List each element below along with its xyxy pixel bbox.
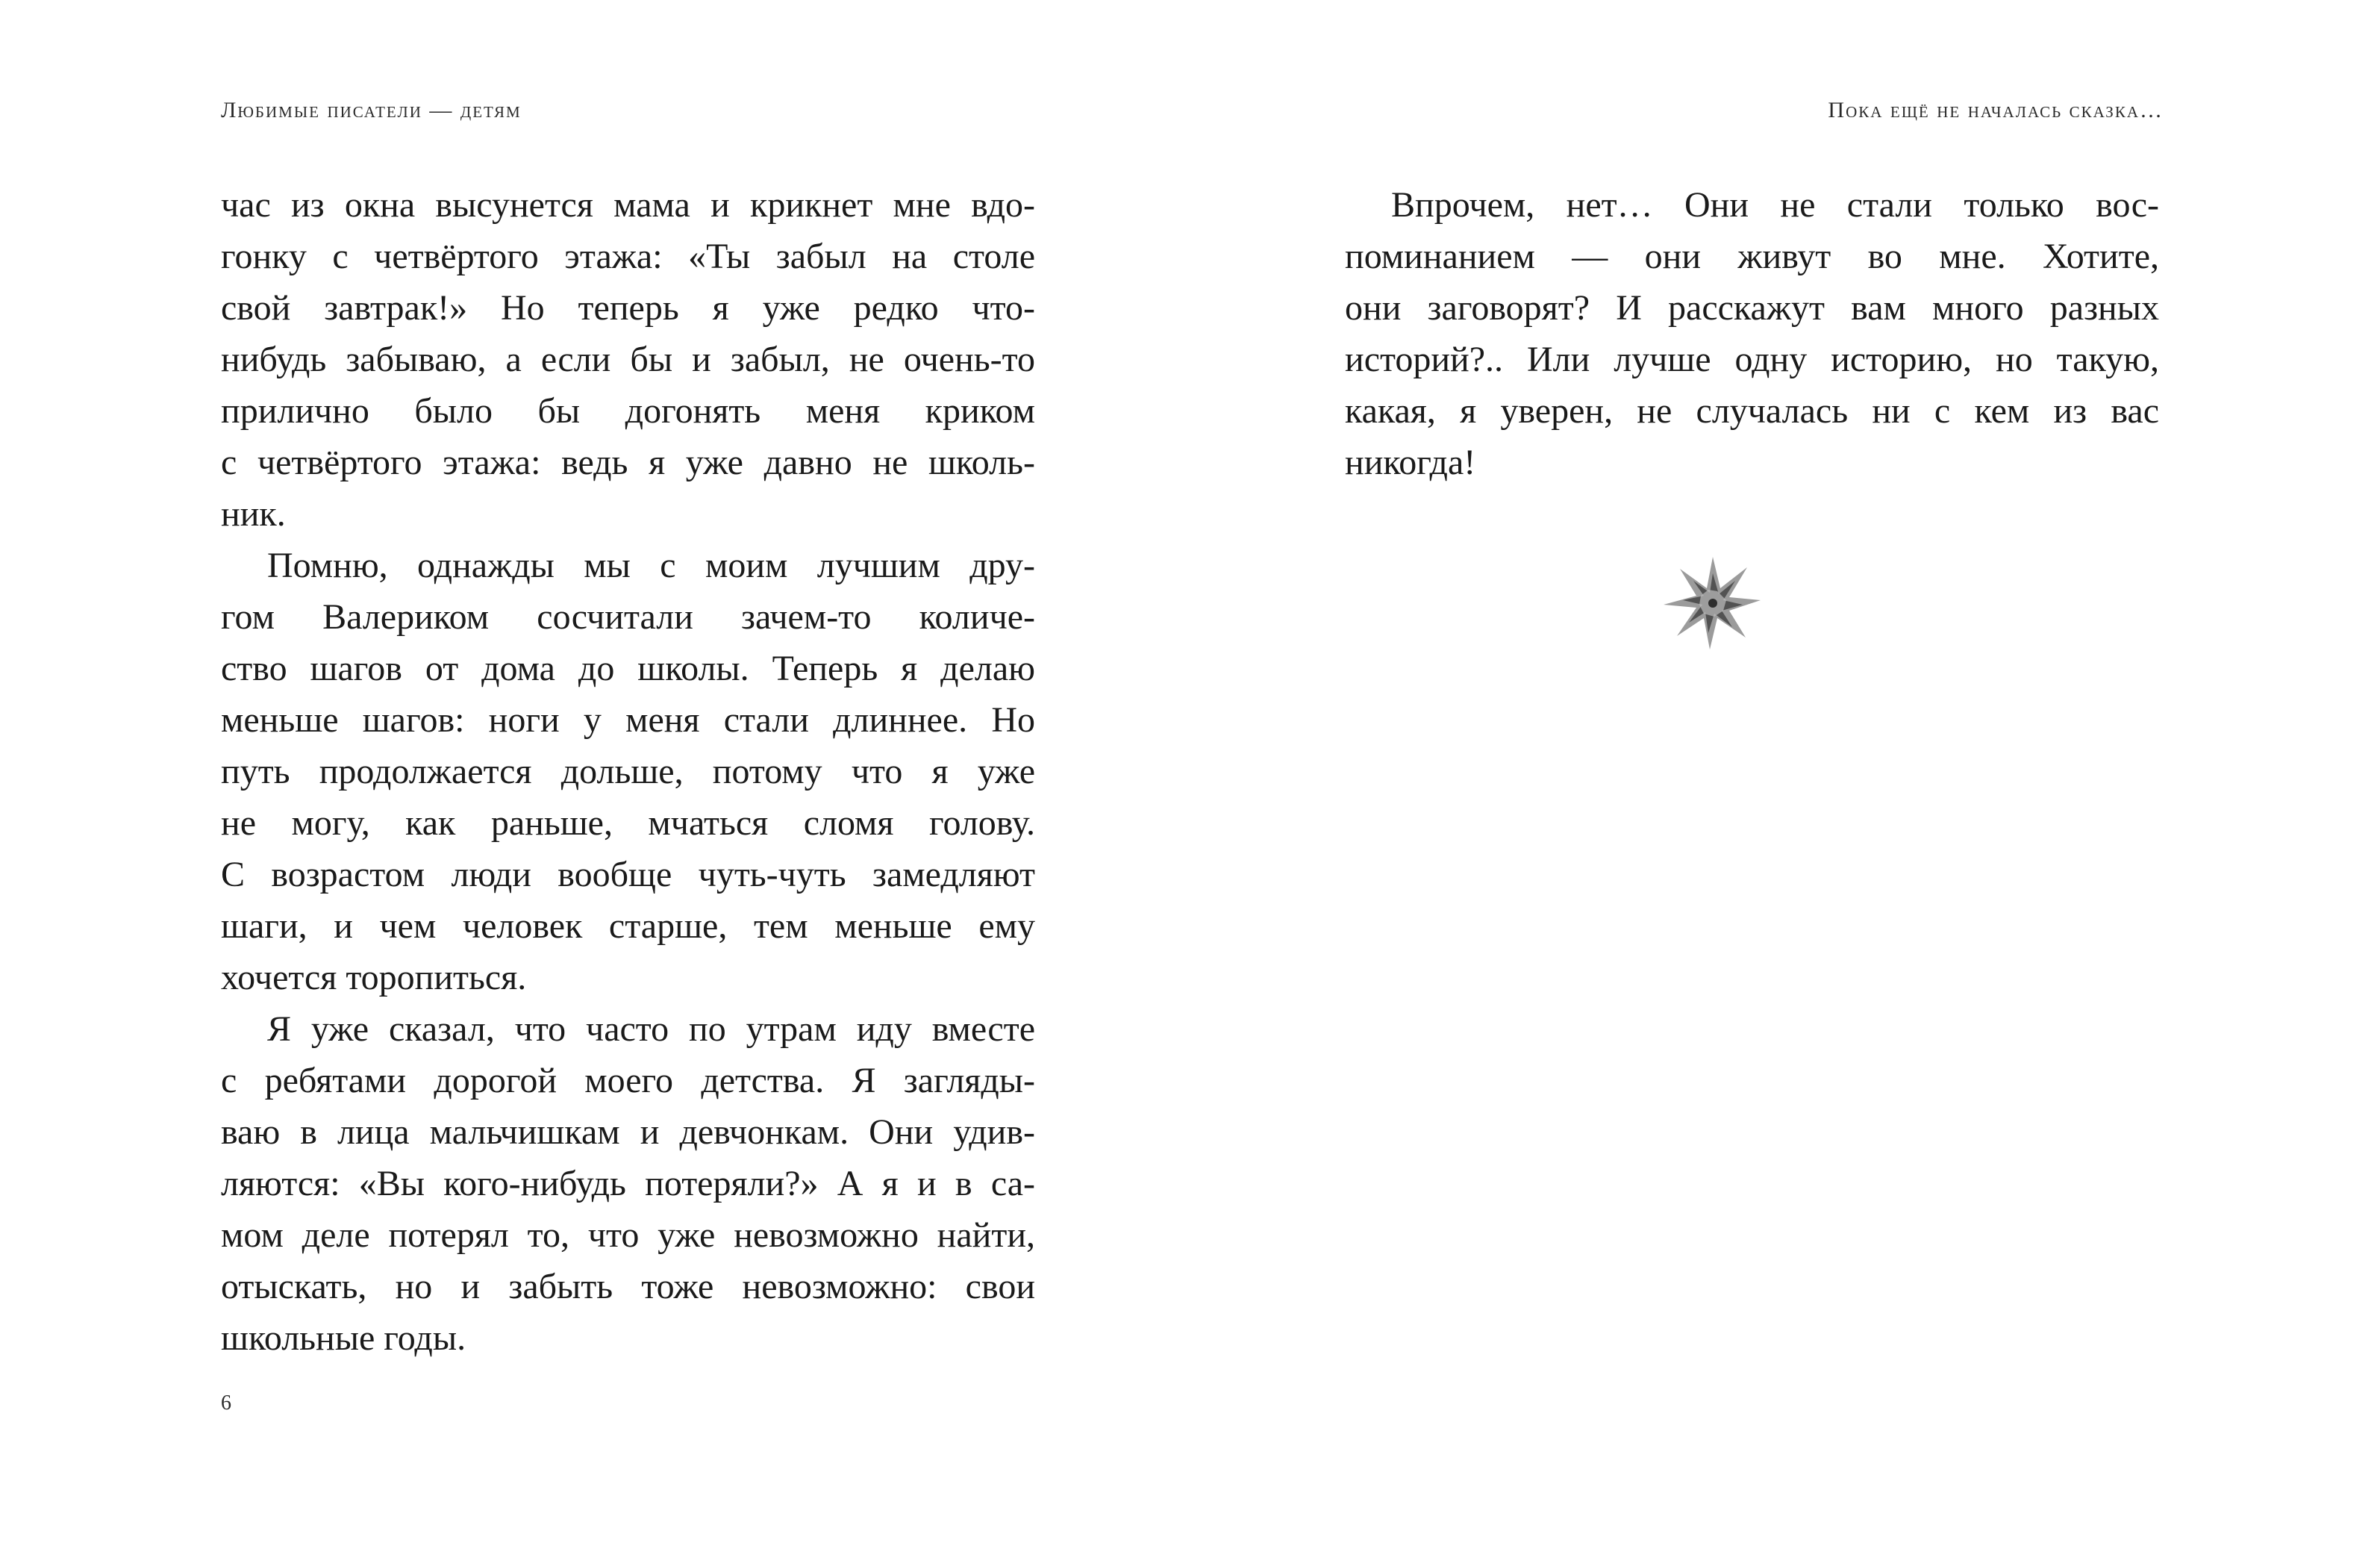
text-line: какая, я уверен, не случалась ни с кем из вас xyxy=(1345,391,2159,431)
text-line: гонку с четвёртого этажа: «Ты забыл на столе xyxy=(221,237,1035,276)
text-line: ник. xyxy=(221,494,286,534)
text-line: Я уже сказал, что часто по утрам иду вместе xyxy=(267,1009,1035,1049)
text-line: гом Валериком сосчитали зачем-то количе- xyxy=(221,597,1035,637)
text-line: свой завтрак!» Но теперь я уже редко что- xyxy=(221,288,1035,328)
text-line: ство шагов от дома до школы. Теперь я делаю xyxy=(221,649,1035,688)
text-line: мом деле потерял то, что уже невозможно найти, xyxy=(221,1215,1035,1255)
star-burst-icon xyxy=(1661,551,1765,655)
text-line: историй?.. Или лучше одну историю, но такую, xyxy=(1345,340,2159,379)
text-line: С возрастом люди вообще чуть-чуть замедляют xyxy=(221,855,1035,894)
text-line: нибудь забываю, а если бы и забыл, не очень-то xyxy=(221,340,1035,379)
text-line: Впрочем, нет… Они не стали только вос- xyxy=(1391,185,2159,225)
page-number: 6 xyxy=(221,1391,231,1415)
text-line: хочется торопиться. xyxy=(221,958,527,997)
text-line: меньше шагов: ноги у меня стали длиннее. Но xyxy=(221,700,1035,740)
text-line: поминанием — они живут во мне. Хотите, xyxy=(1345,237,2159,276)
right-page-text xyxy=(1345,179,2159,488)
text-line: с ребятами дорогой моего детства. Я загляды- xyxy=(221,1061,1035,1100)
text-line: отыскать, но и забыть тоже невозможно: свои xyxy=(221,1267,1035,1306)
text-line: школьные годы. xyxy=(221,1318,466,1358)
text-line: прилично было бы догонять меня криком xyxy=(221,391,1035,431)
text-line: ваю в лица мальчишкам и девчонкам. Они удив- xyxy=(221,1112,1035,1152)
text-line: Помню, однажды мы с моим лучшим дру- xyxy=(267,546,1035,585)
right-page xyxy=(1190,0,2380,1543)
text-line: путь продолжается дольше, потому что я уже xyxy=(221,752,1035,791)
text-line: не могу, как раньше, мчаться сломя голову. xyxy=(221,803,1035,843)
text-line: час из окна высунется мама и крикнет мне вдо- xyxy=(221,185,1035,225)
text-line: с четвёртого этажа: ведь я уже давно не школь- xyxy=(221,443,1035,482)
text-line: шаги, и чем человек старше, тем меньше ему xyxy=(221,906,1035,946)
running-head-left: Любимые писатели — детям xyxy=(221,98,522,122)
text-line: они заговорят? И расскажут вам много разных xyxy=(1345,288,2159,328)
running-head-right: Пока ещё не началась сказка… xyxy=(1828,98,2164,122)
left-page-text xyxy=(221,179,1035,1364)
text-line: ляются: «Вы кого-нибудь потеряли?» А я и в са- xyxy=(221,1164,1035,1203)
text-line: никогда! xyxy=(1345,443,1476,482)
